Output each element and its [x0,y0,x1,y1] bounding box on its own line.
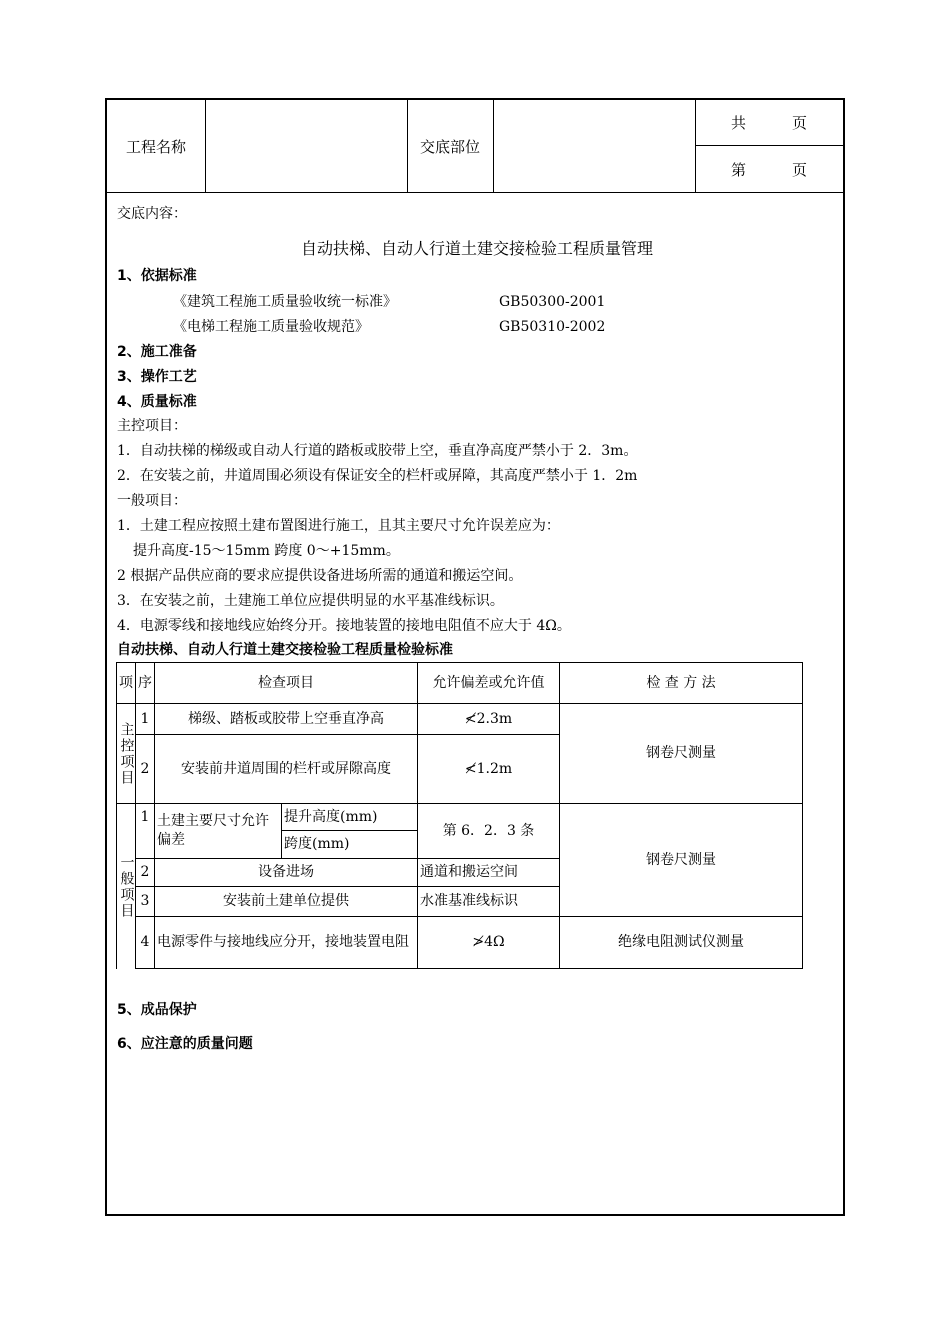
std2-code: GB50310-2002 [499,319,606,335]
quality-standard-table [116,662,803,969]
handover-part-label: 交底部位 [407,100,494,192]
g4-check: 电源零件与接地线应分开，接地装置电阻 [154,916,418,969]
general-item-1-detail: 提升高度-15～15mm 跨度 0～+15mm。 [133,543,400,559]
g1-tolerance: 第 6．2．3 条 [417,803,560,859]
row2-tolerance: ≮1.2m [417,734,560,804]
main-item-2: 2．在安装之前，井道周围必须设有保证安全的栏杆或屏障，其高度严禁小于 1．2m [117,468,638,484]
section-6-heading: 6、应注意的质量问题 [117,1036,253,1052]
g2-tolerance: 通道和搬运空间 [417,858,560,887]
main-group-label: 主控项目 [116,703,136,804]
handover-part-value[interactable] [493,100,696,192]
g1-sub-lift-height: 提升高度(mm) [281,803,418,831]
g4-tolerance: ≯4Ω [417,916,560,969]
std1-name: 《建筑工程施工质量验收统一标准》 [173,294,397,310]
g4-method: 绝缘电阻测试仪测量 [559,916,803,969]
main-items-label: 主控项目： [117,418,187,434]
doc-title: 自动扶梯、自动人行道土建交接检验工程质量管理 [300,239,653,258]
g4-seq: 4 [135,916,155,969]
g1-seq: 1 [135,803,155,859]
std1-code: GB50300-2001 [499,294,606,310]
general-item-3: 3．在安装之前，土建施工单位应提供明显的水平基准线标识。 [117,593,504,609]
section-4-heading: 4、质量标准 [117,394,197,410]
g2-seq: 2 [135,858,155,887]
general-items-label: 一般项目： [117,493,187,509]
header-row [107,100,843,193]
row1-tolerance: ≮2.3m [417,703,560,735]
section-2-heading: 2、施工准备 [117,344,197,360]
main-item-1: 1．自动扶梯的梯级或自动人行道的踏板或胶带上空，垂直净高度严禁小于 2．3m。 [117,443,638,459]
th-check: 检查项目 [154,662,418,704]
row1-seq: 1 [135,703,155,735]
g3-seq: 3 [135,886,155,917]
g1-check: 土建主要尺寸允许偏差 [154,803,282,859]
handover-sheet [105,98,845,1216]
content-intro: 交底内容： [117,206,187,222]
g3-tolerance: 水准基准线标识 [417,886,560,917]
page-unit: 页 [791,160,807,179]
total-label: 共 [731,114,747,132]
project-name-value[interactable] [205,100,408,192]
project-name-label: 工程名称 [107,100,206,192]
row1-check: 梯级、踏板或胶带上空垂直净高 [154,703,418,735]
general-group-label: 一般项目 [116,803,136,969]
row2-check: 安装前井道周围的栏杆或屏隙高度 [154,734,418,804]
th-item: 项 [116,662,136,704]
table-title: 自动扶梯、自动人行道土建交接检验工程质量检验标准 [117,642,453,658]
section-1-heading: 1、依据标准 [117,268,197,284]
general-item-2: 2 根据产品供应商的要求应提供设备进场所需的通道和搬运空间。 [117,568,523,584]
g2-check: 设备进场 [154,858,418,887]
main-method: 钢卷尺测量 [559,703,803,804]
th-tolerance: 允许偏差或允许值 [417,662,560,704]
g1-sub-span: 跨度(mm) [281,830,418,859]
general-item-1: 1．土建工程应按照土建布置图进行施工，且其主要尺寸允许误差应为： [117,518,560,534]
th-seq: 序 [135,662,155,704]
page-label: 第 [731,160,747,179]
row2-seq: 2 [135,734,155,804]
g3-check: 安装前土建单位提供 [154,886,418,917]
general-item-4: 4．电源零线和接地线应始终分开。接地装置的接地电阻值不应大于 4Ω。 [117,618,571,634]
section-5-heading: 5、成品保护 [117,1002,197,1018]
total-pages [695,100,843,146]
general-method: 钢卷尺测量 [559,803,803,917]
std2-name: 《电梯工程施工质量验收规范》 [173,319,369,335]
section-3-heading: 3、操作工艺 [117,369,197,385]
current-page [695,146,843,192]
th-method: 检 查 方 法 [559,662,803,704]
total-page-unit: 页 [791,114,807,132]
